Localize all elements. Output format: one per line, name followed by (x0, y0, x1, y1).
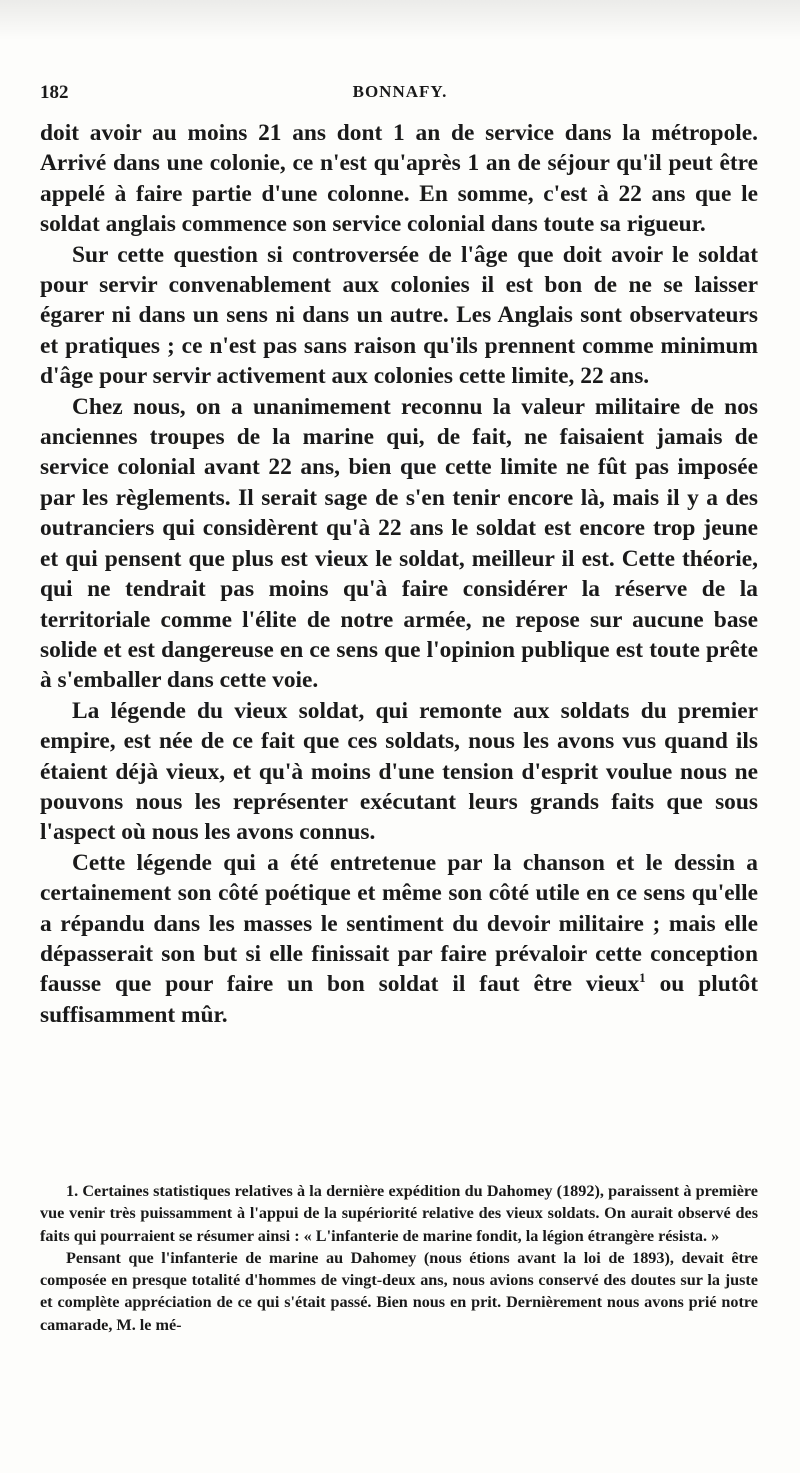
page-number: 182 (40, 82, 69, 103)
paragraph-5-end: ou plutôt suffisamment mûr. (40, 971, 758, 1028)
footnotes (40, 1180, 758, 1336)
paragraph-3: Chez nous, on a unanimement reconnu la valeur militaire de nos anciennes troupes de la marine qui, de fait, ne faisaient jamais de service colonial avant 22 ans, bien que cette limite ne fût pas imposée par les règlements. Il serait sage de s'en tenir encore là, mais il y a des outranciers qui considèrent qu'à 22 ans le soldat est encore trop jeune et qui pensent que plus est vieux le soldat, meilleur il est. Cette théorie, qui ne tendrait pas moins qu'à faire considérer la réserve de la territoriale comme l'élite de notre armée, ne repose sur aucune base solide et est dangereuse en ce sens que l'opinion publique est toute prête à s'emballer dans cette voie. (40, 393, 758, 694)
scan-edge-shading (0, 0, 800, 40)
paragraph-5 (40, 848, 758, 1030)
footnote-1: 1. Certaines statistiques relatives à la dernière expédition du Dahomey (1892), paraissent à première vue venir très puissamment à l'appui de la supériorité relative des vieux soldats. On aurait observé des faits qui pourraient se résumer ainsi : « L'infanterie de marine fondit, la légion étrangère résista. » (40, 1182, 758, 1245)
footnote-1-continued: Pensant que l'infanterie de marine au Dahomey (nous étions avant la loi de 1893), devait être composée en presque totalité d'hommes de vingt-deux ans, nous avions conservé des doutes sur la juste et complète appréciation de ce qui s'était passé. Bien nous en prit. Dernièrement nous avons prié notre camarade, M. le mé- (40, 1248, 758, 1334)
paragraph-2: Sur cette question si controversée de l'âge que doit avoir le soldat pour servir convenablement aux colonies il est bon de ne se laisser égarer ni dans un sens ni dans un autre. Les Anglais sont observateurs et pratiques ; ce n'est pas sans raison qu'ils prennent comme minimum d'âge pour servir activement aux colonies cette limite, 22 ans. (40, 241, 758, 390)
page-header (40, 82, 760, 112)
running-head: BONNAFY. (352, 82, 448, 101)
paragraph-1: doit avoir au moins 21 ans dont 1 an de service dans la métropole. Arrivé dans une colonie, ce n'est qu'après 1 an de séjour qu'il peut être appelé à faire partie d'une colonne. En somme, c'est à 22 ans que le soldat anglais commence son service colonial dans toute sa rigueur. (40, 120, 758, 238)
main-text (40, 118, 758, 1030)
paragraph-4: La légende du vieux soldat, qui remonte aux soldats du premier empire, est née de ce fait que ces soldats, nous les avons vus quand ils étaient déjà vieux, et qu'à moins d'une tension d'esprit voulue nous ne pouvons nous les représenter exécutant leurs grands faits que sous l'aspect où nous les avons connus. (40, 697, 758, 846)
footnote-marker: 1 (639, 970, 646, 986)
paragraph-5-text: Cette légende qui a été entretenue par la chanson et le dessin a certainement son côté poétique et même son côté utile en ce sens qu'elle a répandu dans les masses le sentiment du devoir militaire ; mais elle dépasserait son but si elle finissait par faire prévaloir cette conception fausse que pour faire un bon soldat il faut être vieux (40, 849, 758, 998)
